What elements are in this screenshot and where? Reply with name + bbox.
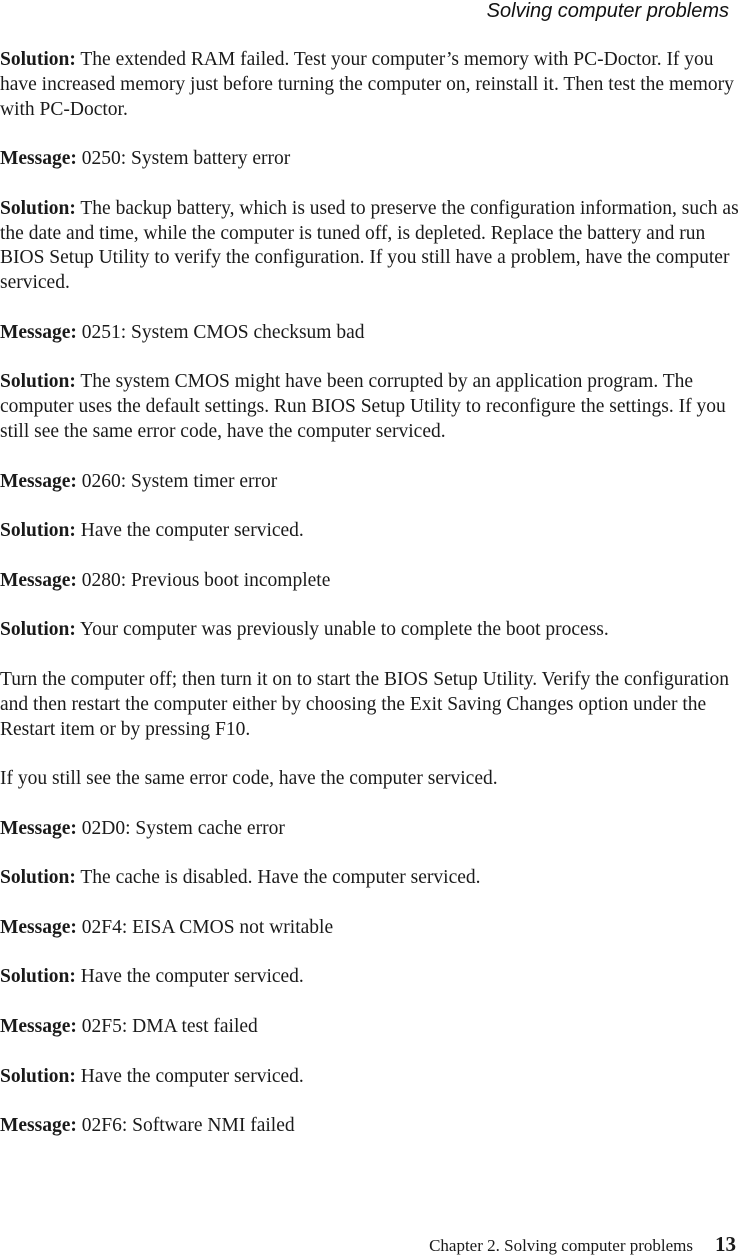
page-number: 13 [715,1232,736,1256]
message-label: Message: [0,321,77,343]
message-label: Message: [0,1115,77,1137]
message-label: Message: [0,148,77,170]
solution-paragraph [0,965,741,990]
solution-label: Solution: [0,520,76,542]
solution-paragraph [0,1065,741,1090]
instruction-paragraph [0,767,741,792]
message-text: 02F4: EISA CMOS not writable [76,916,334,938]
message-text: 0250: System battery error [76,148,291,170]
solution-paragraph [0,618,741,643]
message-text: 02F5: DMA test failed [76,1016,258,1038]
solution-label: Solution: [0,867,76,889]
instruction-paragraph [0,668,741,742]
message-paragraph [0,569,741,594]
solution-paragraph [0,519,741,544]
message-paragraph [0,470,741,495]
solution-paragraph [0,48,741,122]
message-paragraph [0,916,741,941]
message-text: 0260: System timer error [76,470,278,492]
solution-label: Solution: [0,966,76,988]
message-label: Message: [0,916,77,938]
message-paragraph [0,1114,741,1139]
solution-paragraph [0,197,741,296]
solution-label: Solution: [0,197,76,219]
message-label: Message: [0,470,77,492]
solution-label: Solution: [0,1065,76,1087]
instruction-text: Turn the computer off; then turn it on to start the BIOS Setup Utility. Verify the configuration and then restart the computer either by choosing the Exit Saving Changes option under the Restart item or by pressing F10. [0,668,729,740]
message-paragraph [0,1015,741,1040]
message-paragraph [0,321,741,346]
instruction-text: If you still see the same error code, have the computer serviced. [0,768,498,790]
solution-label: Solution: [0,49,76,70]
solution-paragraph [0,866,741,891]
message-label: Message: [0,817,77,839]
message-label: Message: [0,1016,77,1038]
document-body [0,48,741,1139]
solution-text: Have the computer serviced. [75,520,304,542]
message-text: 02F6: Software NMI failed [76,1115,295,1137]
message-label: Message: [0,569,77,591]
solution-paragraph [0,370,741,444]
message-text: 0251: System CMOS checksum bad [76,321,365,343]
solution-text: The system CMOS might have been corrupted by an application program. The computer uses the default settings. Run BIOS Setup Utility to reconfigure the settings. If you still see the same error code, have the computer serviced. [0,371,726,442]
message-paragraph [0,147,741,172]
solution-text: Your computer was previously unable to complete the boot process. [75,619,609,641]
message-paragraph [0,817,741,842]
message-text: 0280: Previous boot incomplete [76,569,331,591]
footer-chapter-title: Chapter 2. Solving computer problems [429,1236,693,1255]
solution-text: The backup battery, which is used to preserve the configuration information, such as the date and time, while the computer is tuned off, is depleted. Replace the battery and run BIOS Setup Utility to verify the configuration. If you still have a problem, have the computer serviced. [0,197,739,294]
solution-text: Have the computer serviced. [75,1065,304,1087]
message-text: 02D0: System cache error [76,817,285,839]
solution-label: Solution: [0,371,76,393]
page-footer [429,1232,736,1258]
solution-text: Have the computer serviced. [75,966,304,988]
running-header: Solving computer problems [486,0,729,22]
solution-label: Solution: [0,619,76,641]
solution-text: The cache is disabled. Have the computer serviced. [75,867,481,889]
solution-text: The extended RAM failed. Test your computer’s memory with PC-Doctor. If you have increased memory just before turning the computer on, reinstall it. Then test the memory with PC-Doctor. [0,49,734,120]
